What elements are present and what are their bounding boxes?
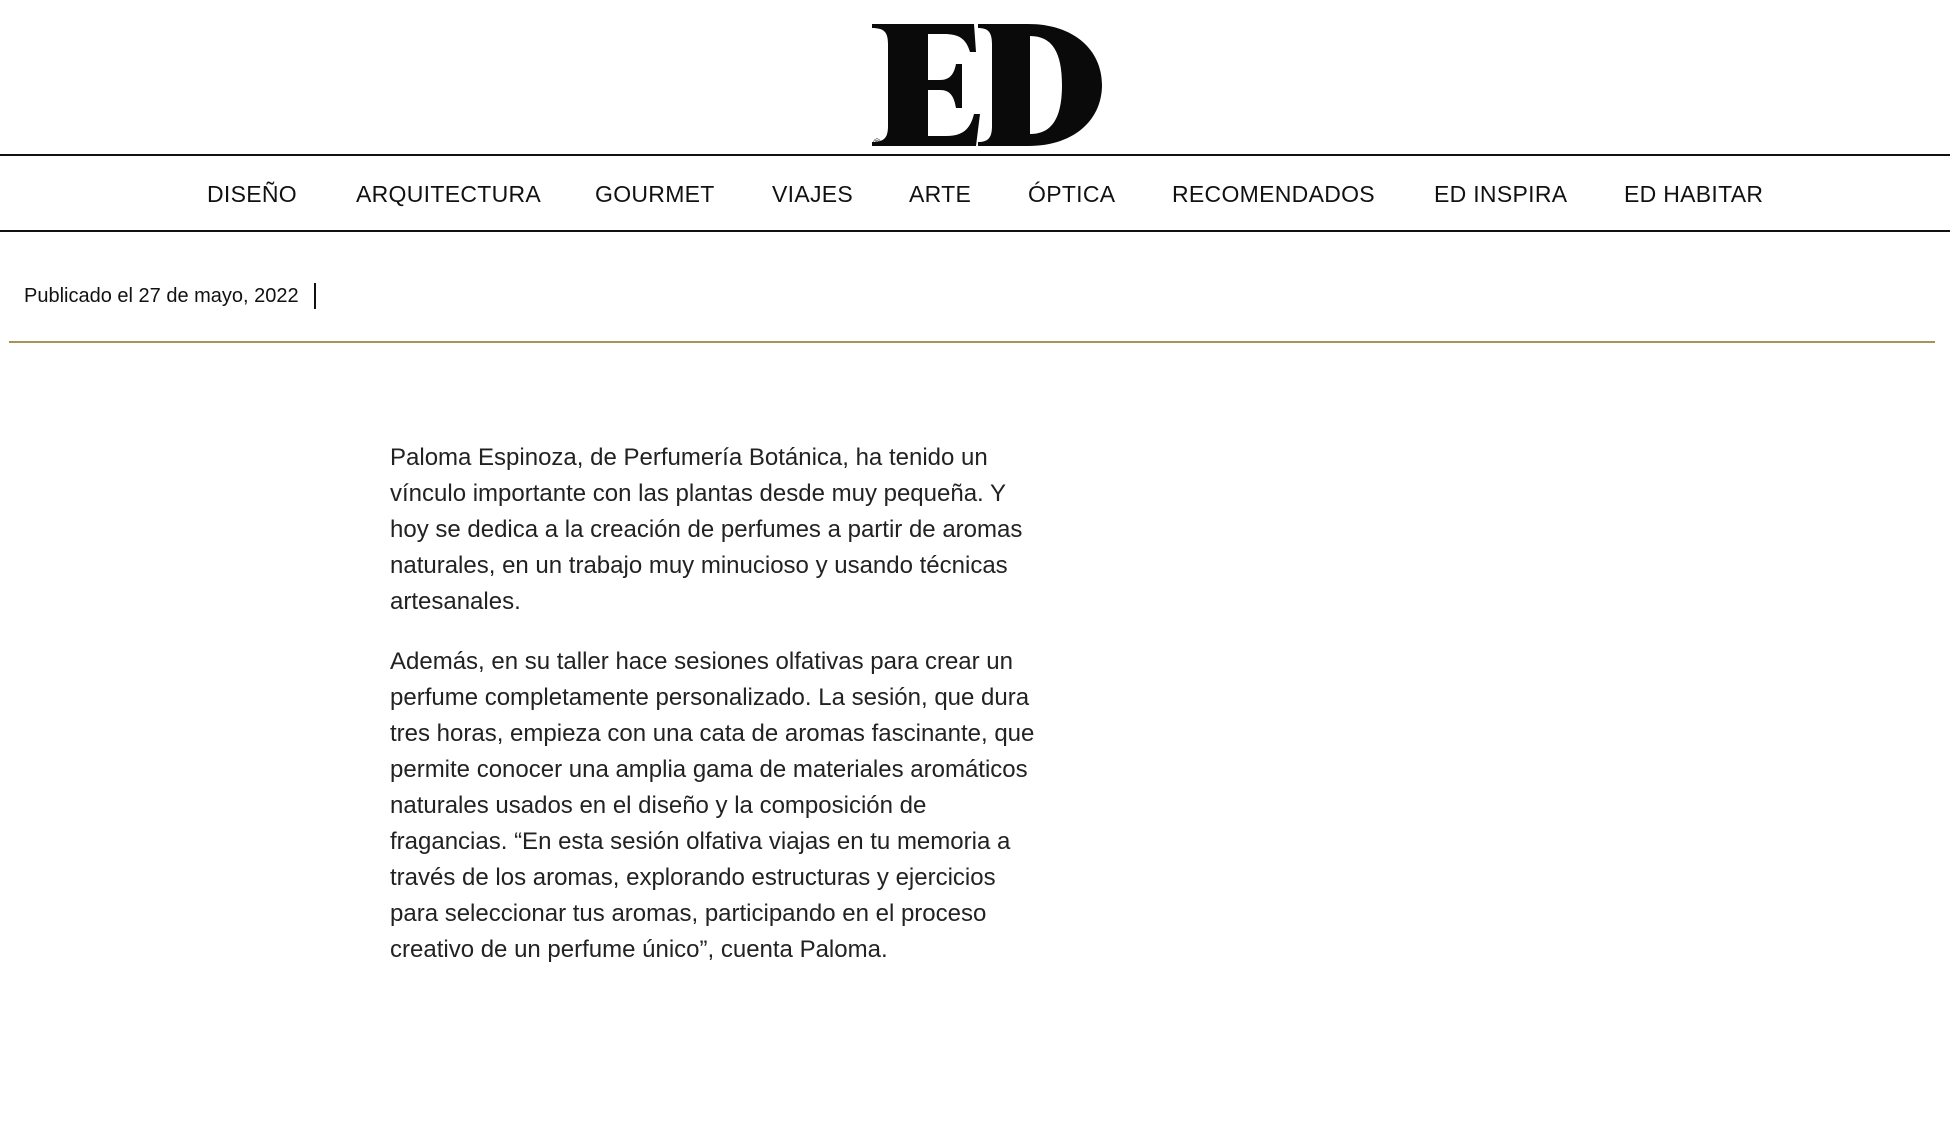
site-logo[interactable] [870, 22, 1104, 148]
nav-item-diseno[interactable]: DISEÑO [207, 181, 297, 207]
nav-border-bottom [0, 230, 1950, 232]
accent-divider [9, 341, 1935, 343]
logo-letter-e [872, 24, 980, 146]
nav-item-recomendados[interactable]: RECOMENDADOS [1172, 181, 1375, 207]
nav-item-arquitectura[interactable]: ARQUITECTURA [356, 181, 542, 207]
article-paragraph: Además, en su taller hace sesiones olfativas para crear un perfume completamente personalizado. La sesión, que dura tres horas, empieza con una cata de aromas fascinante, que permite conocer una amplia gama de materiales aromáticos naturales usados en el diseño y la composición de fragancias. “En esta sesión olfativa viajas en tu memoria a través de los aromas, explorando estructuras y ejercicios para seleccionar tus aromas, participando en el proceso creativo de un perfume único”, cuenta Paloma. [390, 648, 1035, 963]
nav-item-ed-inspira[interactable]: ED INSPIRA [1434, 181, 1568, 207]
site-header [0, 0, 1950, 155]
article-paragraph: Paloma Espinoza, de Perfumería Botánica, ha tenido un vínculo importante con las plantas desde muy pequeña. Y hoy se dedica a la creación de perfumes a partir de aromas naturales, en un trabajo muy minucioso y usando técnicas artesanales. [390, 444, 1023, 615]
nav-item-optica[interactable]: ÓPTICA [1028, 181, 1116, 207]
logo-letter-d [978, 24, 1102, 146]
article-meta [24, 283, 316, 309]
nav-item-gourmet[interactable]: GOURMET [595, 181, 715, 207]
nav-item-viajes[interactable]: VIAJES [772, 181, 854, 207]
article-body [390, 440, 1050, 992]
nav-item-arte[interactable]: ARTE [909, 181, 972, 207]
meta-separator [314, 283, 316, 309]
main-nav [0, 156, 1950, 231]
registered-mark: ® [872, 138, 882, 148]
published-date: Publicado el 27 de mayo, 2022 [24, 284, 299, 307]
nav-item-ed-habitar[interactable]: ED HABITAR [1624, 181, 1764, 207]
